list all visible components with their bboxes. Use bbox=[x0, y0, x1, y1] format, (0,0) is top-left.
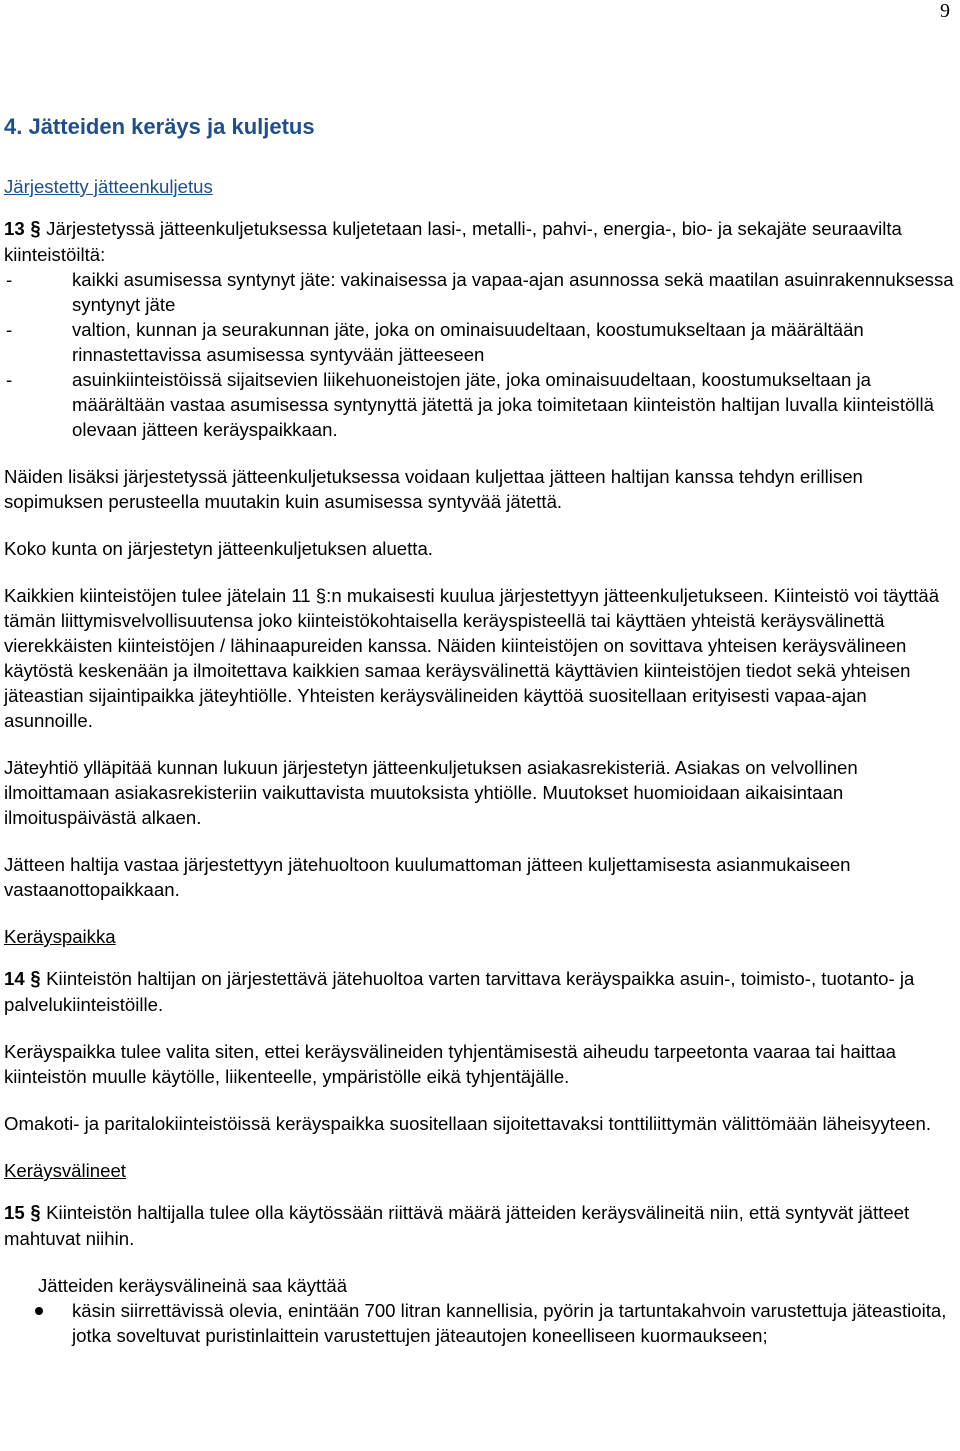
section-14-paragraph bbox=[4, 966, 956, 1017]
section-number: 14 bbox=[4, 968, 25, 989]
paragraph: Omakoti- ja paritalokiinteistöissä keräyspaikka suositellaan sijoitettavaksi tonttiliittymän välittömään läheisyyteen. bbox=[4, 1113, 932, 1134]
waste-source-list bbox=[4, 267, 956, 442]
document-body bbox=[4, 112, 956, 1348]
section-symbol: § bbox=[30, 968, 41, 990]
section-text: Kiinteistön haltijalla tulee olla käytössään riittävä määrä jätteiden keräysvälineitä niin, että syntyvät jätteet mahtuvat niihin. bbox=[4, 1202, 910, 1249]
list-item: - kaikki asumisessa syntynyt jäte: vakinaisessa ja vapaa-ajan asunnossa sekä maatilan asuinrakennuksessa syntynyt jäte bbox=[4, 267, 956, 317]
subheading-collection-point: Keräyspaikka bbox=[4, 926, 116, 947]
page-number: 9 bbox=[940, 0, 950, 22]
section-15-paragraph bbox=[4, 1200, 956, 1251]
list-item: - valtion, kunnan ja seurakunnan jäte, joka on ominaisuudeltaan, koostumukseltaan ja määrältään rinnastettavissa asumisessa syntyvään jätteeseen bbox=[4, 317, 956, 367]
section-symbol: § bbox=[30, 1202, 41, 1224]
paragraph: Koko kunta on järjestetyn jätteenkuljetuksen aluetta. bbox=[4, 538, 433, 559]
paragraph: Kaikkien kiinteistöjen tulee jätelain 11 §:n mukaisesti kuulua järjestettyyn jätteenkuljetukseen. Kiinteistö voi täyttää tämän liittymisvelvollisuutensa joko kiinteistökohtaisella keräyspisteellä tai käyttäen yhteistä keräysvälinettä vierekkäisten kiinteistöjen / lähinaapureiden kanssa. Näiden kiinteistöjen on sovittava yhteisen keräysvälineen käytöstä keskenään ja ilmoitettava kaikkien samaa keräysvälinettä käyttävien kiinteistöjen tiedot sekä yhteisen jäteastian sijaintipaikka jäteyhtiölle. Yhteisten keräysvälineiden käyttöä suositellaan erityisesti vapaa-ajan asunnoille. bbox=[4, 585, 940, 731]
list-item: - asuinkiinteistöissä sijaitsevien liikehuoneistojen jäte, joka ominaisuudeltaan, koostumukseltaan ja määrältään vastaa asumisessa syntynyttä jätettä ja joka toimitetaan kiinteistön haltijan luvalla kiinteistöllä olevaan jätteen keräyspaikkaan. bbox=[4, 367, 956, 442]
paragraph: Jätteen haltija vastaa järjestettyyn jätehuoltoon kuulumattoman jätteen kuljettamisesta asianmukaiseen vastaanottopaikkaan. bbox=[4, 854, 851, 900]
page-title: 4. Jätteiden keräys ja kuljetus bbox=[4, 114, 315, 139]
section-text: Järjestetyssä jätteenkuljetuksessa kuljetetaan lasi-, metalli-, pahvi-, energia-, bio- ja sekajäte seuraavilta kiinteistöiltä: bbox=[4, 218, 902, 265]
containers-bullet-list bbox=[4, 1298, 956, 1348]
section-13-paragraph bbox=[4, 216, 956, 267]
section-number: 15 bbox=[4, 1202, 25, 1223]
paragraph: Jäteyhtiö ylläpitää kunnan lukuun järjestetyn jätteenkuljetuksen asiakasrekisteriä. Asiakas on velvollinen ilmoittamaan asiakasrekisteriin vaikuttavista muutoksista yhtiölle. Muutokset huomioidaan aikaisintaan ilmoituspäivästä alkaen. bbox=[4, 757, 858, 828]
section-symbol: § bbox=[30, 218, 41, 240]
section-text: Kiinteistön haltijan on järjestettävä jätehuoltoa varten tarvittava keräyspaikka asuin-, toimisto-, tuotanto- ja palvelukiinteistöille. bbox=[4, 968, 915, 1015]
paragraph: Näiden lisäksi järjestetyssä jätteenkuljetuksessa voidaan kuljettaa jätteen haltijan kanssa tehdyn erillisen sopimuksen perusteella muutakin kuin asumisessa syntyvää jätettä. bbox=[4, 466, 863, 512]
containers-list-label: Jätteiden keräysvälineinä saa käyttää bbox=[38, 1275, 348, 1296]
section-number: 13 bbox=[4, 218, 25, 239]
paragraph: Keräyspaikka tulee valita siten, ettei keräysvälineiden tyhjentämisestä aiheudu tarpeetonta vaaraa tai haittaa kiinteistön muulle käytölle, liikenteelle, ympäristölle eikä tyhjentäjälle. bbox=[4, 1041, 897, 1087]
list-item: käsin siirrettävissä olevia, enintään 700 litran kannellisia, pyörin ja tartuntakahvoin varustettuja jäteastioita, jotka soveltuvat puristinlaittein varustettujen jäteautojen koneelliseen kuormaukseen; bbox=[4, 1298, 956, 1348]
subheading-containers: Keräysvälineet bbox=[4, 1160, 126, 1181]
subheading-organized-transport: Järjestetty jätteenkuljetus bbox=[4, 176, 213, 197]
